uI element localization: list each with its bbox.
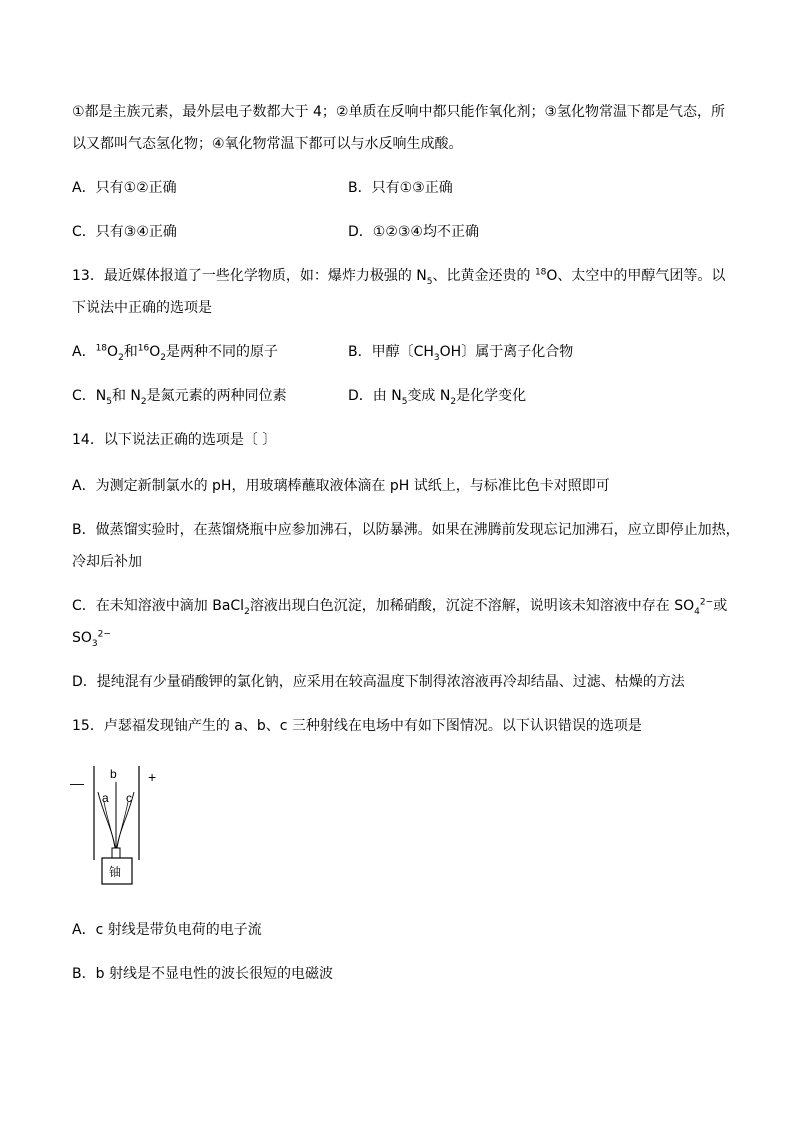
q13-option-a: A．$^{18}O_2$和$^{16}O_2$是两种不同的原子 bbox=[72, 343, 279, 363]
uranium-label: 铀 bbox=[109, 865, 122, 879]
q14-option-c-line1: C．在未知溶液中滴加 BaCl$_2$溶液出现白色沉淀，加稀硝酸，沉淀不溶解，说明该未知溶液中存在 $SO_4^{2-}$或 bbox=[72, 597, 728, 617]
q14-option-d: D．提纯混有少量硝酸钾的氯化钠，应采用在较高温度下制得浓溶液再冷却结晶、过滤、枯燥的方法 bbox=[72, 674, 685, 690]
plus-sign: + bbox=[148, 769, 157, 785]
q12-stem-line1: ①都是主族元素，最外层电子数都大于 4；②单质在反响中都只能作氧化剂；③氢化物常温下都是气态，所 bbox=[72, 104, 726, 120]
q13-option-d: D．由 $N_5$变成 $N_2$是化学变化 bbox=[348, 388, 527, 407]
minus-sign: — bbox=[70, 775, 84, 791]
q13-option-c: C．$N_5$和 $N_2$是氮元素的两种同位素 bbox=[72, 388, 287, 407]
source-neck bbox=[112, 848, 120, 858]
q12-stem-line2: 以又都叫气态氢化物；④氧化物常温下都可以与水反响生成酸。 bbox=[72, 136, 463, 152]
label-c: c bbox=[126, 791, 132, 805]
q14-option-b-line1: B．做蒸馏实验时，在蒸馏烧瓶中应参加沸石，以防暴沸。如果在沸腾前发现忘记加沸石，应立即停止加热， bbox=[72, 522, 740, 538]
q13-stem-line2: 下说法中正确的选项是 bbox=[72, 300, 212, 316]
q15-option-a: A．c 射线是带负电荷的电子流 bbox=[72, 922, 262, 938]
radiation-figure bbox=[68, 762, 168, 892]
q15-stem: 15．卢瑟福发现铀产生的 a、b、c 三种射线在电场中有如下图情况。以下认识错误的选项是 bbox=[72, 718, 642, 734]
ray-c bbox=[116, 792, 134, 854]
q13-stem-line1: 13．最近媒体报道了一些化学物质，如：爆炸力极强的 $N_5$、比黄金还贵的 $^{18}$O、太空中的甲醇气团等。以 bbox=[72, 267, 726, 287]
q14-option-a: A．为测定新制氯水的 pH，用玻璃棒蘸取液体滴在 pH 试纸上，与标准比色卡对照即可 bbox=[72, 478, 610, 494]
q14-option-c-line2: $SO_3^{2-}$ bbox=[72, 629, 111, 649]
q12-option-a: A．只有①②正确 bbox=[72, 180, 177, 196]
q12-option-c: C．只有③④正确 bbox=[72, 224, 177, 240]
label-b: b bbox=[110, 767, 117, 781]
q14-stem: 14．以下说法正确的选项是〔 〕 bbox=[72, 432, 277, 448]
q13-option-b: B．甲醇〔$CH_3OH$〕属于离子化合物 bbox=[348, 344, 574, 363]
label-a: a bbox=[102, 791, 109, 805]
q15-option-b: B．b 射线是不显电性的波长很短的电磁波 bbox=[72, 966, 333, 982]
q12-option-d: D．①②③④均不正确 bbox=[348, 224, 479, 240]
q12-option-b: B．只有①③正确 bbox=[348, 180, 453, 196]
q14-option-b-line2: 冷却后补加 bbox=[72, 554, 142, 570]
